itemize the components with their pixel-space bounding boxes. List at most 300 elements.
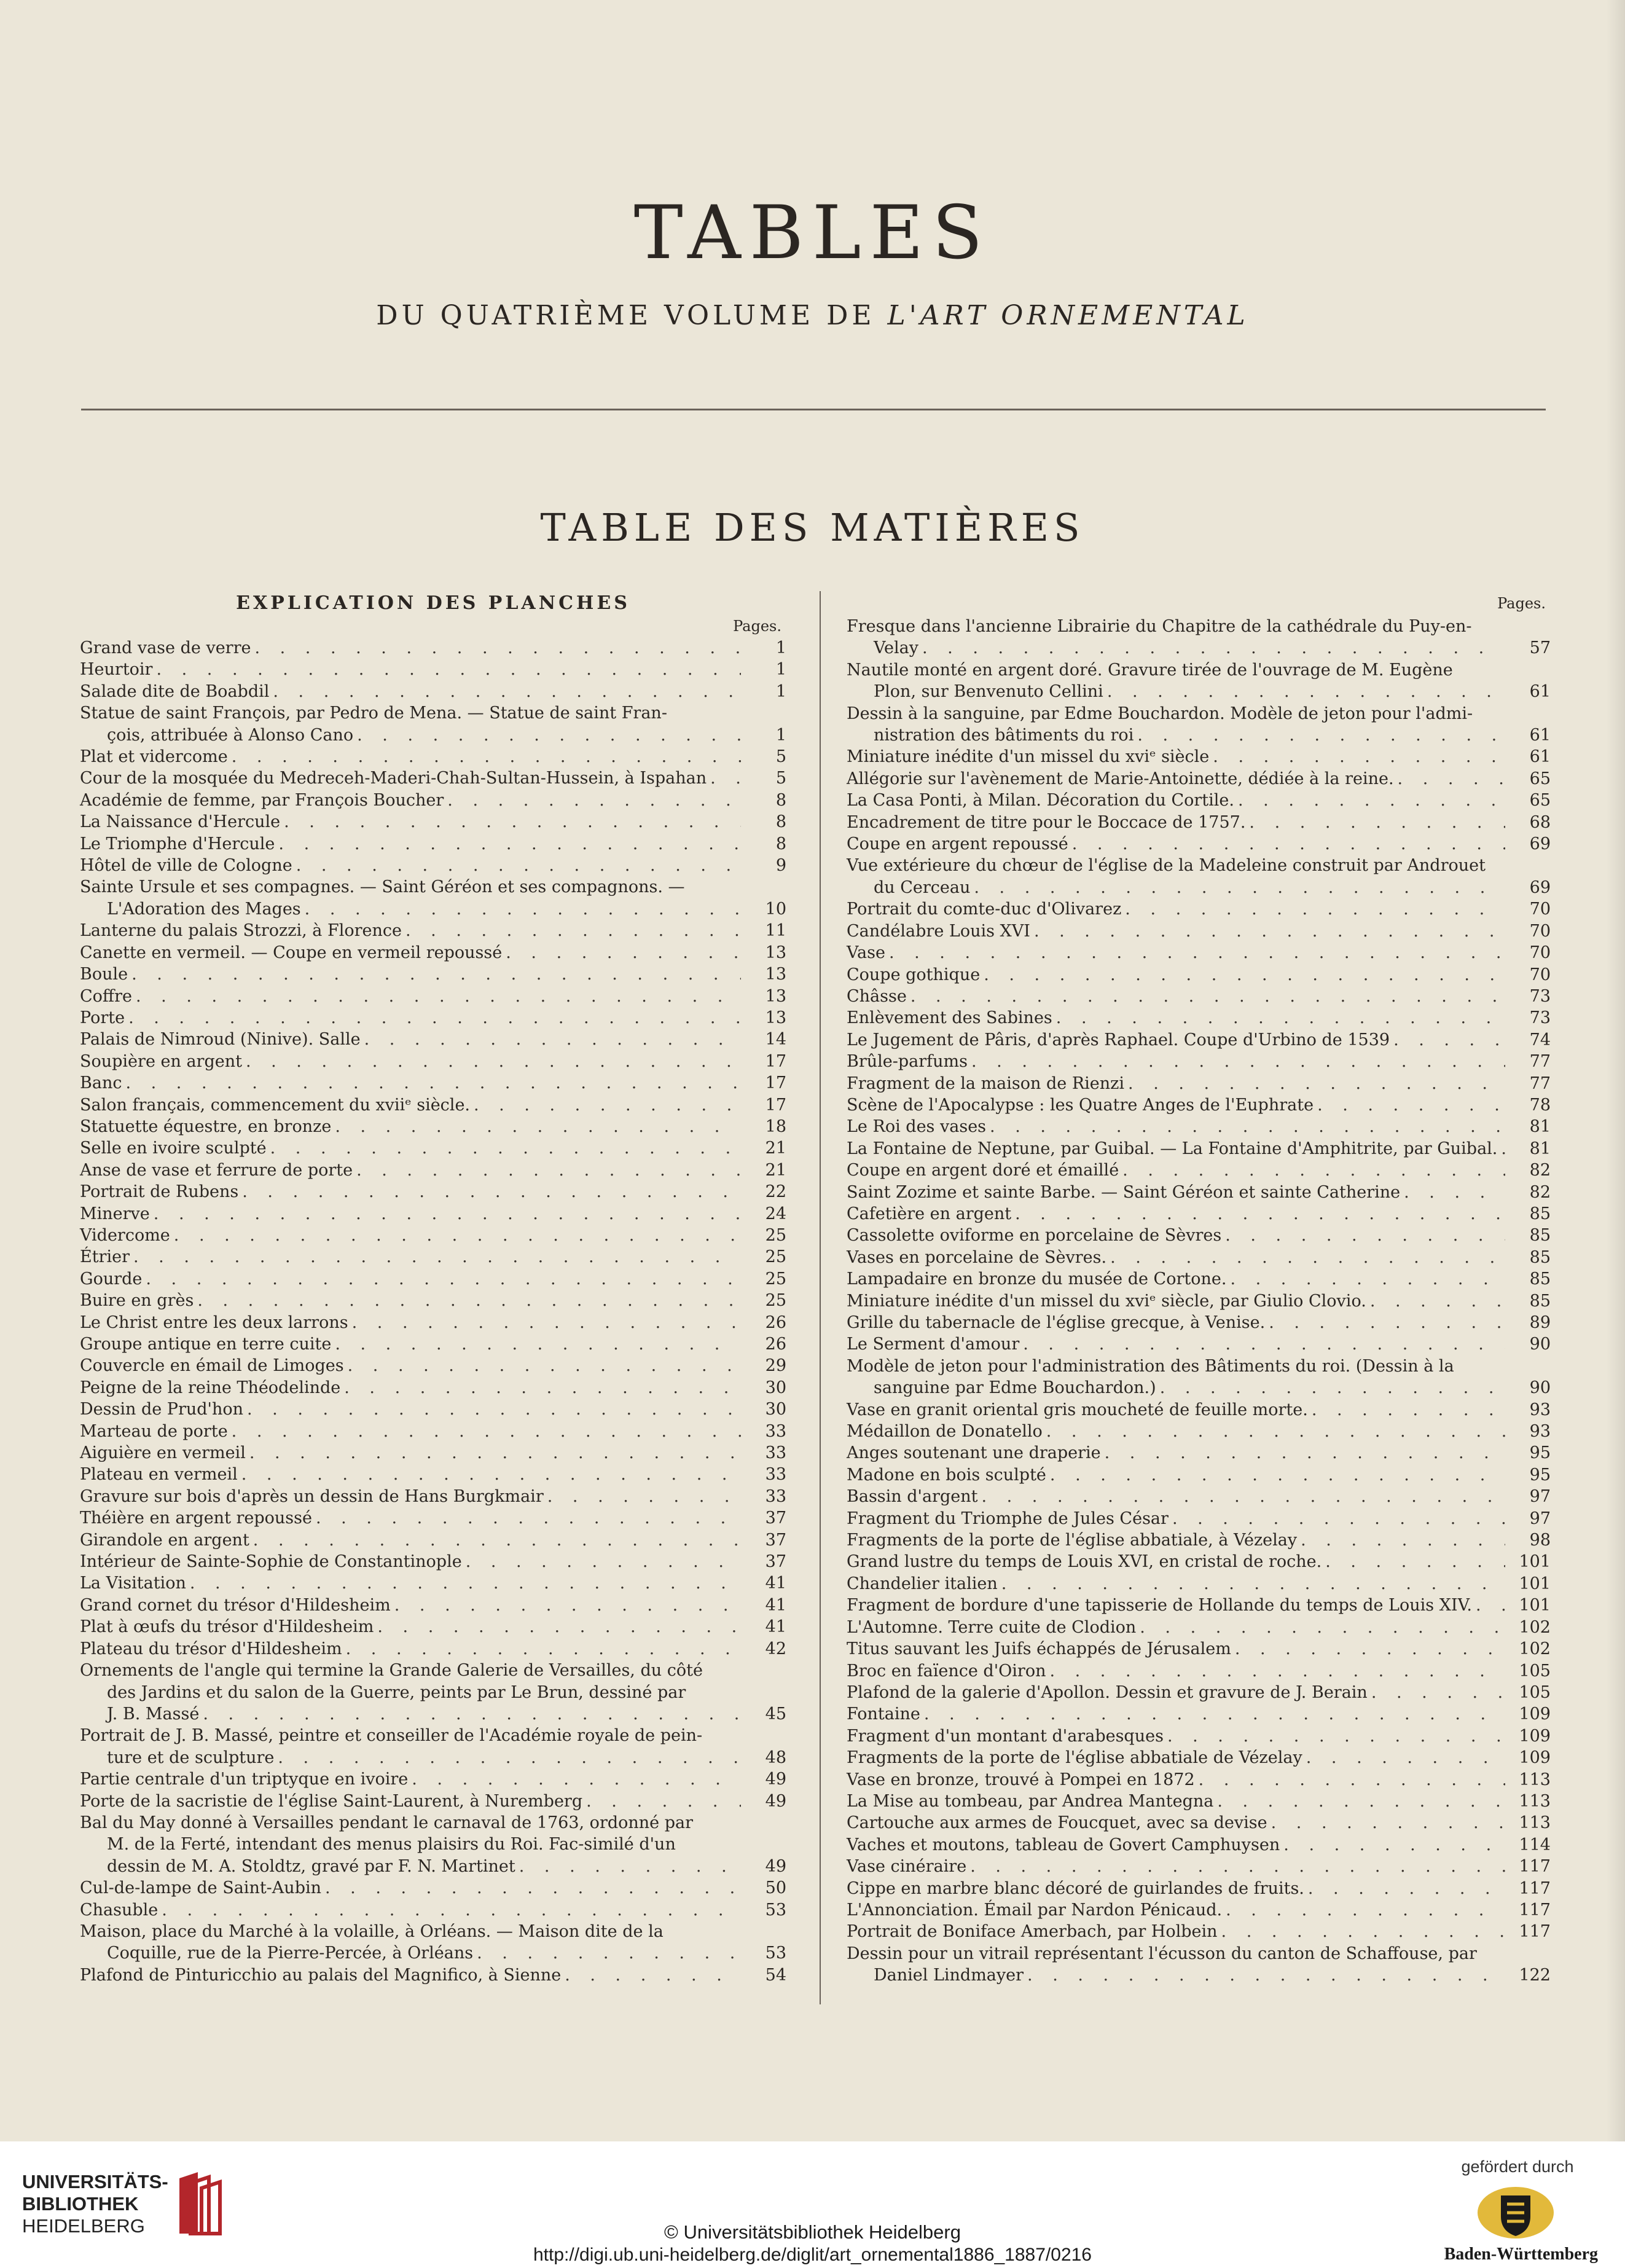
toc-entry-page: 105 xyxy=(1519,1682,1551,1702)
toc-entry-title: sanguine par Edme Bouchardon.) xyxy=(874,1378,1156,1398)
dot-leader xyxy=(924,1703,1505,1725)
toc-entry-text xyxy=(80,986,743,1007)
toc-entry-text xyxy=(80,1137,743,1159)
toc-entry xyxy=(80,1181,786,1203)
toc-entry-line xyxy=(847,964,1508,986)
toc-entry-text xyxy=(847,1029,1508,1051)
dot-leader xyxy=(984,964,1505,986)
toc-entry xyxy=(847,855,1551,898)
toc-entry-line xyxy=(80,659,743,680)
dot-leader xyxy=(154,1203,741,1225)
toc-entry-title: La Naissance d'Hercule xyxy=(80,812,281,832)
toc-entry-text xyxy=(847,1682,1508,1703)
column-divider xyxy=(820,591,821,2004)
toc-entry xyxy=(847,1486,1551,1507)
toc-entry-text xyxy=(847,1116,1508,1137)
toc-entry-page: 85 xyxy=(1529,1269,1551,1289)
toc-entry-page: 49 xyxy=(765,1856,786,1876)
toc-entry-line xyxy=(80,767,743,789)
toc-entry-page: 117 xyxy=(1519,1878,1551,1898)
toc-entry-page: 8 xyxy=(775,790,786,810)
toc-entry-page: 109 xyxy=(1519,1705,1551,1724)
toc-entry-text xyxy=(80,1442,743,1464)
toc-entry-page: 1 xyxy=(775,725,786,745)
dot-leader xyxy=(710,767,741,789)
toc-entry-page: 41 xyxy=(765,1574,786,1593)
toc-entry xyxy=(847,1160,1551,1181)
toc-entry-line xyxy=(80,1160,743,1181)
toc-entry xyxy=(847,1268,1551,1290)
toc-entry-text xyxy=(80,1029,743,1050)
toc-entry-page: 117 xyxy=(1519,1857,1551,1877)
toc-entry-text xyxy=(847,1051,1508,1072)
toc-entry-title: Statuette équestre, en bronze xyxy=(80,1116,332,1136)
dot-leader xyxy=(971,1051,1505,1072)
toc-entry-title: Bal du May donné à Versailles pendant le carnaval de 1763, ordonné par xyxy=(80,1813,694,1832)
toc-entry-text xyxy=(847,1268,1508,1290)
toc-entry-page: 37 xyxy=(765,1530,786,1550)
right-column xyxy=(847,591,1551,1987)
toc-entry xyxy=(847,1508,1551,1529)
dot-leader xyxy=(344,1377,741,1399)
toc-entry xyxy=(847,1051,1551,1072)
dot-leader xyxy=(174,1225,741,1246)
toc-entry-page: 33 xyxy=(765,1421,786,1441)
toc-entry-text xyxy=(847,1660,1508,1682)
toc-entry-text xyxy=(847,920,1508,942)
toc-entry-title: Salon français, commencement du xviiᵉ siècle. xyxy=(80,1095,471,1115)
dot-leader xyxy=(1199,1769,1505,1791)
toc-entry-page: 17 xyxy=(765,1073,786,1093)
toc-entry xyxy=(80,637,786,659)
left-entries-list xyxy=(80,637,786,1986)
toc-entry-title: Fragments de la porte de l'église abbatiale de Vézelay xyxy=(847,1748,1302,1768)
toc-entry xyxy=(80,1921,786,1964)
toc-entry-line xyxy=(847,1529,1508,1551)
subtitle-italic: L'ART ORNEMENTAL xyxy=(887,300,1249,331)
dot-leader xyxy=(1271,1812,1505,1834)
toc-entry-line xyxy=(847,768,1508,790)
toc-entry-title: L'Adoration des Mages xyxy=(107,899,301,919)
dot-leader xyxy=(565,1964,741,1986)
toc-entry-page: 85 xyxy=(1529,1226,1551,1246)
toc-entry-title: L'Automne. Terre cuite de Clodion xyxy=(847,1617,1137,1637)
section-title: TABLE DES MATIÈRES xyxy=(540,505,1085,550)
toc-entry-line xyxy=(80,1877,743,1899)
toc-entry-line xyxy=(847,1007,1508,1029)
dot-leader xyxy=(346,1638,741,1660)
toc-entry-continuation xyxy=(80,1682,743,1703)
toc-entry-text xyxy=(80,1377,743,1399)
dot-leader xyxy=(197,1290,741,1311)
toc-entry-title: M. de la Ferté, intendant des menus plaisirs du Roi. Fac-similé d'un xyxy=(107,1835,676,1854)
toc-entry-title: Plat à œufs du trésor d'Hildesheim xyxy=(80,1617,374,1637)
toc-entry xyxy=(847,1464,1551,1486)
toc-entry xyxy=(847,986,1551,1007)
toc-entry-page: 77 xyxy=(1529,1073,1551,1093)
toc-entry-page: 85 xyxy=(1529,1291,1551,1311)
toc-entry xyxy=(847,1812,1551,1834)
dot-leader xyxy=(125,1072,741,1094)
toc-entry-text xyxy=(80,1333,743,1355)
toc-entry-page: 122 xyxy=(1519,1966,1551,1985)
dot-leader xyxy=(547,1486,741,1507)
toc-entry-line xyxy=(847,1290,1508,1312)
toc-entry-line xyxy=(847,1464,1508,1486)
toc-entry-line xyxy=(80,1464,743,1485)
dot-leader xyxy=(990,1116,1505,1137)
toc-entry-text xyxy=(80,1464,743,1485)
dot-leader xyxy=(316,1507,741,1529)
toc-entry-title: Daniel Lindmayer xyxy=(874,1966,1024,1985)
toc-entry-line xyxy=(847,1094,1508,1116)
dot-leader xyxy=(910,986,1505,1007)
toc-entry xyxy=(80,942,786,963)
toc-entry-text xyxy=(847,1203,1508,1225)
toc-entry-line xyxy=(847,1769,1508,1791)
toc-entry-title: Chasuble xyxy=(80,1900,159,1920)
toc-entry-title: La Visitation xyxy=(80,1574,186,1593)
toc-entry-line xyxy=(80,963,743,985)
toc-entry-line xyxy=(847,1878,1508,1899)
toc-entry-page: 61 xyxy=(1529,682,1551,702)
toc-entry-line xyxy=(847,1333,1508,1355)
toc-entry-text xyxy=(80,1268,743,1290)
toc-entry-line xyxy=(847,855,1508,876)
toc-entry-text xyxy=(80,1290,743,1311)
toc-entry-line xyxy=(80,1421,743,1442)
toc-entry-text xyxy=(847,1573,1508,1595)
toc-entry-title: Couvercle en émail de Limoges xyxy=(80,1356,344,1376)
coat-of-arms-icon xyxy=(1473,2182,1559,2243)
toc-entry-line xyxy=(847,1116,1508,1137)
toc-entry-line xyxy=(80,811,743,833)
toc-entry-line xyxy=(80,790,743,811)
toc-entry xyxy=(80,1072,786,1094)
toc-entry-text xyxy=(80,1529,743,1551)
toc-entry-title: La Casa Ponti, à Milan. Décoration du Cortile. xyxy=(847,791,1234,810)
toc-entry xyxy=(80,702,786,746)
footer-bar xyxy=(0,2141,1625,2268)
toc-entry-title: Miniature inédite d'un missel du xviᵉ siècle, par Giulio Clovio. xyxy=(847,1291,1366,1311)
toc-entry-page: 89 xyxy=(1529,1313,1551,1332)
toc-entry-page: 101 xyxy=(1519,1574,1551,1593)
dot-leader xyxy=(128,1007,741,1029)
toc-entry xyxy=(847,1094,1551,1116)
toc-entry-title: Anse de vase et ferrure de porte xyxy=(80,1160,353,1180)
toc-entry-title: du Cerceau xyxy=(874,877,971,897)
dot-leader xyxy=(1105,1442,1505,1464)
toc-entry-title: Vase en granit oriental gris moucheté de feuille morte. xyxy=(847,1400,1308,1419)
toc-entry-line xyxy=(847,1595,1508,1616)
dot-leader xyxy=(253,1529,741,1551)
toc-entry-text xyxy=(80,1616,743,1638)
toc-entry-title: L'Annonciation. Émail par Nardon Pénicaud. xyxy=(847,1900,1223,1920)
toc-entry-text xyxy=(80,1181,743,1203)
toc-entry-title: Lampadaire en bronze du musée de Cortone. xyxy=(847,1269,1227,1289)
dot-leader xyxy=(586,1791,741,1812)
toc-entry-title: Statue de saint François, par Pedro de Mena. — Statue de saint Fran- xyxy=(80,704,667,723)
dot-leader xyxy=(1122,1160,1505,1181)
toc-entry xyxy=(80,986,786,1007)
toc-entry-text xyxy=(847,1595,1508,1616)
toc-entry xyxy=(80,1768,786,1790)
toc-entry-line xyxy=(80,855,743,876)
toc-entry-title: Hôtel de ville de Cologne xyxy=(80,856,292,876)
dot-leader xyxy=(246,1051,741,1072)
toc-entry-line xyxy=(847,790,1508,811)
toc-entry-title: Buire en grès xyxy=(80,1291,194,1311)
toc-entry-title: Vase cinéraire xyxy=(847,1857,967,1877)
dot-leader xyxy=(1393,1029,1505,1051)
dot-leader xyxy=(254,637,741,659)
toc-entry-line xyxy=(847,1791,1508,1812)
toc-entry-text xyxy=(80,1507,743,1529)
toc-entry-text xyxy=(80,1486,743,1507)
toc-entry-page: 77 xyxy=(1529,1052,1551,1072)
toc-entry-title: Plafond de Pinturicchio au palais del Magnifico, à Sienne xyxy=(80,1965,562,1985)
toc-entry-title: Fragment de bordure d'une tapisserie de Hollande du temps de Louis XIV. xyxy=(847,1596,1472,1615)
toc-entry-page: 90 xyxy=(1529,1378,1551,1398)
toc-entry xyxy=(847,1312,1551,1333)
dot-leader xyxy=(377,1616,741,1638)
toc-entry-title: çois, attribuée à Alonso Cano xyxy=(107,725,354,745)
toc-entry-line xyxy=(80,702,743,724)
toc-entry xyxy=(80,811,786,833)
toc-entry xyxy=(80,659,786,680)
toc-entry-line xyxy=(80,876,743,898)
toc-entry-line xyxy=(80,746,743,767)
toc-entry-text xyxy=(847,942,1508,963)
toc-entry xyxy=(847,1290,1551,1312)
pages-label-left: Pages. xyxy=(733,618,781,635)
toc-entry-page: 109 xyxy=(1519,1726,1551,1746)
toc-entry xyxy=(847,703,1551,747)
toc-entry-page: 97 xyxy=(1529,1487,1551,1507)
dot-leader xyxy=(477,1942,741,1964)
toc-entry xyxy=(847,898,1551,920)
toc-entry-continuation xyxy=(80,1942,743,1964)
toc-entry xyxy=(847,1442,1551,1464)
toc-entry xyxy=(847,1595,1551,1616)
dot-leader xyxy=(247,1399,741,1420)
toc-entry-title: Porte xyxy=(80,1008,125,1027)
toc-entry-line xyxy=(847,1160,1508,1181)
toc-entry-text xyxy=(80,1725,743,1768)
toc-entry-text xyxy=(80,920,743,941)
toc-entry-text xyxy=(847,1138,1508,1160)
dot-leader xyxy=(1501,1138,1505,1160)
toc-entry-line xyxy=(847,1203,1508,1225)
toc-entry-line xyxy=(847,1029,1508,1051)
toc-entry-title: Chandelier italien xyxy=(847,1574,998,1593)
toc-entry-line xyxy=(80,1551,743,1572)
toc-entry-line xyxy=(80,1638,743,1660)
dot-leader xyxy=(1221,1921,1505,1942)
dot-leader xyxy=(1110,1247,1505,1268)
dot-leader xyxy=(1371,1682,1505,1703)
toc-entry-line xyxy=(847,1073,1508,1094)
toc-entry xyxy=(847,790,1551,811)
toc-entry-title: Cippe en marbre blanc décoré de guirlandes de fruits. xyxy=(847,1878,1304,1898)
toc-entry-line xyxy=(847,920,1508,942)
toc-entry-text xyxy=(847,1791,1508,1812)
toc-entry-page: 49 xyxy=(765,1770,786,1789)
toc-entry-page: 93 xyxy=(1529,1400,1551,1419)
toc-entry-text xyxy=(847,1529,1508,1551)
toc-entry-line xyxy=(80,1051,743,1072)
dot-leader xyxy=(1056,1007,1505,1029)
toc-entry-line xyxy=(847,1051,1508,1072)
dot-leader xyxy=(1128,1073,1505,1094)
toc-entry-line xyxy=(80,1072,743,1094)
dot-leader xyxy=(1107,681,1505,702)
toc-entry-text xyxy=(847,1356,1508,1399)
toc-entry-title: Dessin à la sanguine, par Edme Bouchardon. Modèle de jeton pour l'admi- xyxy=(847,704,1473,723)
toc-entry xyxy=(80,1029,786,1050)
toc-entry xyxy=(80,1203,786,1225)
toc-entry xyxy=(80,1268,786,1290)
toc-entry-continuation xyxy=(847,1964,1508,1986)
dot-leader xyxy=(1235,1638,1505,1660)
toc-entry-text xyxy=(847,1421,1508,1442)
toc-entry-title: Brûle-parfums xyxy=(847,1052,968,1072)
toc-entry-title: Fragment de la maison de Rienzi xyxy=(847,1073,1125,1093)
toc-entry-title: Vidercome xyxy=(80,1225,170,1245)
dot-leader xyxy=(1269,1312,1505,1333)
source-link[interactable]: http://digi.ub.uni-heidelberg.de/diglit/art_ornemental1886_1887/0216 xyxy=(533,2245,1092,2265)
toc-entry-title: Coupe en argent doré et émaillé xyxy=(847,1161,1119,1180)
toc-entry-page: 101 xyxy=(1519,1596,1551,1615)
toc-entry xyxy=(80,1725,786,1768)
toc-entry xyxy=(80,1399,786,1420)
dot-leader xyxy=(242,1181,741,1203)
toc-entry-title: Châsse xyxy=(847,986,907,1006)
toc-entry-line xyxy=(80,1899,743,1921)
toc-entry xyxy=(847,1333,1551,1355)
toc-entry-title: Scène de l'Apocalypse : les Quatre Anges de l'Euphrate xyxy=(847,1095,1314,1115)
dot-leader xyxy=(1230,1268,1505,1290)
toc-entry-title: Dessin de Prud'hon xyxy=(80,1400,243,1419)
dot-leader xyxy=(405,920,741,941)
toc-entry xyxy=(847,746,1551,767)
toc-entry-page: 70 xyxy=(1529,943,1551,963)
toc-entry-title: Fontaine xyxy=(847,1705,920,1724)
toc-entry-line xyxy=(847,1356,1508,1377)
toc-entry-line xyxy=(847,1442,1508,1464)
toc-entry-text xyxy=(847,986,1508,1007)
toc-entry-line xyxy=(80,1203,743,1225)
toc-entry-text xyxy=(80,659,743,680)
toc-entry-page: 105 xyxy=(1519,1661,1551,1681)
toc-entry-text xyxy=(80,1572,743,1594)
toc-entry-line xyxy=(80,1529,743,1551)
toc-entry-page: 26 xyxy=(765,1313,786,1332)
toc-entry-page: 95 xyxy=(1529,1443,1551,1463)
toc-entry-title: Cul-de-lampe de Saint-Aubin xyxy=(80,1878,322,1898)
dot-leader xyxy=(356,1160,741,1181)
toc-entry-text xyxy=(847,1007,1508,1029)
toc-entry xyxy=(80,1421,786,1442)
toc-entry-line xyxy=(847,1812,1508,1834)
toc-entry-line xyxy=(80,637,743,659)
toc-entry-line xyxy=(847,1638,1508,1660)
dot-leader xyxy=(1217,1791,1505,1812)
toc-entry-text xyxy=(80,1203,743,1225)
dot-leader xyxy=(156,659,741,680)
toc-entry-page: 11 xyxy=(765,921,786,941)
dot-leader xyxy=(1301,1529,1505,1551)
toc-entry xyxy=(847,1660,1551,1682)
toc-entry-page: 41 xyxy=(765,1595,786,1615)
toc-entry-text xyxy=(80,637,743,659)
dot-leader xyxy=(1317,1094,1505,1116)
toc-entry-page: 33 xyxy=(765,1465,786,1485)
toc-entry-text xyxy=(847,1399,1508,1421)
library-line-3: HEIDELBERG xyxy=(22,2215,145,2237)
dot-leader xyxy=(364,1029,741,1050)
toc-entry-title: Coupe gothique xyxy=(847,965,981,984)
toc-entry-page: 53 xyxy=(765,1900,786,1920)
toc-entry-text xyxy=(80,876,743,920)
toc-entry-text xyxy=(847,1464,1508,1486)
toc-entry xyxy=(80,1007,786,1029)
toc-entry xyxy=(847,1247,1551,1268)
toc-entry-text xyxy=(847,1921,1508,1942)
toc-entry-page: 14 xyxy=(765,1030,786,1050)
toc-entry-line xyxy=(847,1182,1508,1203)
header-divider xyxy=(81,409,1546,410)
dot-leader xyxy=(1308,1878,1505,1899)
toc-entry-title: La Mise au tombeau, par Andrea Mantegna xyxy=(847,1791,1214,1811)
toc-entry-title: Heurtoir xyxy=(80,660,153,680)
dot-leader xyxy=(1172,1508,1505,1529)
toc-entry-title: Enlèvement des Sabines xyxy=(847,1008,1052,1028)
toc-entry-page: 82 xyxy=(1529,1161,1551,1180)
toc-entry-title: Grille du tabernacle de l'église grecque, à Venise. xyxy=(847,1313,1266,1332)
toc-entry-text xyxy=(847,1856,1508,1877)
toc-entry-page: 1 xyxy=(775,638,786,657)
toc-entry xyxy=(847,1116,1551,1137)
toc-entry-line xyxy=(80,1007,743,1029)
toc-entry-line xyxy=(847,833,1508,855)
toc-entry-page: 69 xyxy=(1529,877,1551,897)
toc-entry xyxy=(847,1007,1551,1029)
toc-entry-title: Le Serment d'amour xyxy=(847,1335,1020,1354)
toc-entry-line xyxy=(80,1181,743,1203)
toc-entry xyxy=(847,1769,1551,1791)
toc-entry-page: 1 xyxy=(775,681,786,701)
toc-entry-line xyxy=(847,1138,1508,1160)
toc-entry-title: Cassolette oviforme en porcelaine de Sèvres xyxy=(847,1226,1222,1246)
toc-entry-page: 101 xyxy=(1519,1552,1551,1572)
dot-leader xyxy=(519,1856,741,1877)
toc-entry xyxy=(80,1355,786,1376)
toc-entry xyxy=(847,1203,1551,1225)
toc-entry-title: Le Christ entre les deux larrons xyxy=(80,1313,348,1332)
toc-entry-title: Ornements de l'angle qui termine la Grande Galerie de Versailles, du côté xyxy=(80,1661,703,1681)
toc-entry-page: 53 xyxy=(765,1944,786,1963)
toc-entry-line xyxy=(847,1312,1508,1333)
toc-entry-page: 26 xyxy=(765,1335,786,1354)
toc-entry-text xyxy=(80,1899,743,1921)
dot-leader xyxy=(352,1312,741,1333)
page-subtitle xyxy=(0,302,1625,329)
toc-entry-text xyxy=(80,1551,743,1572)
toc-entry-title: Coupe en argent repoussé xyxy=(847,834,1068,854)
toc-entry-title: Girandole en argent xyxy=(80,1530,249,1550)
toc-entry-line xyxy=(80,1029,743,1050)
